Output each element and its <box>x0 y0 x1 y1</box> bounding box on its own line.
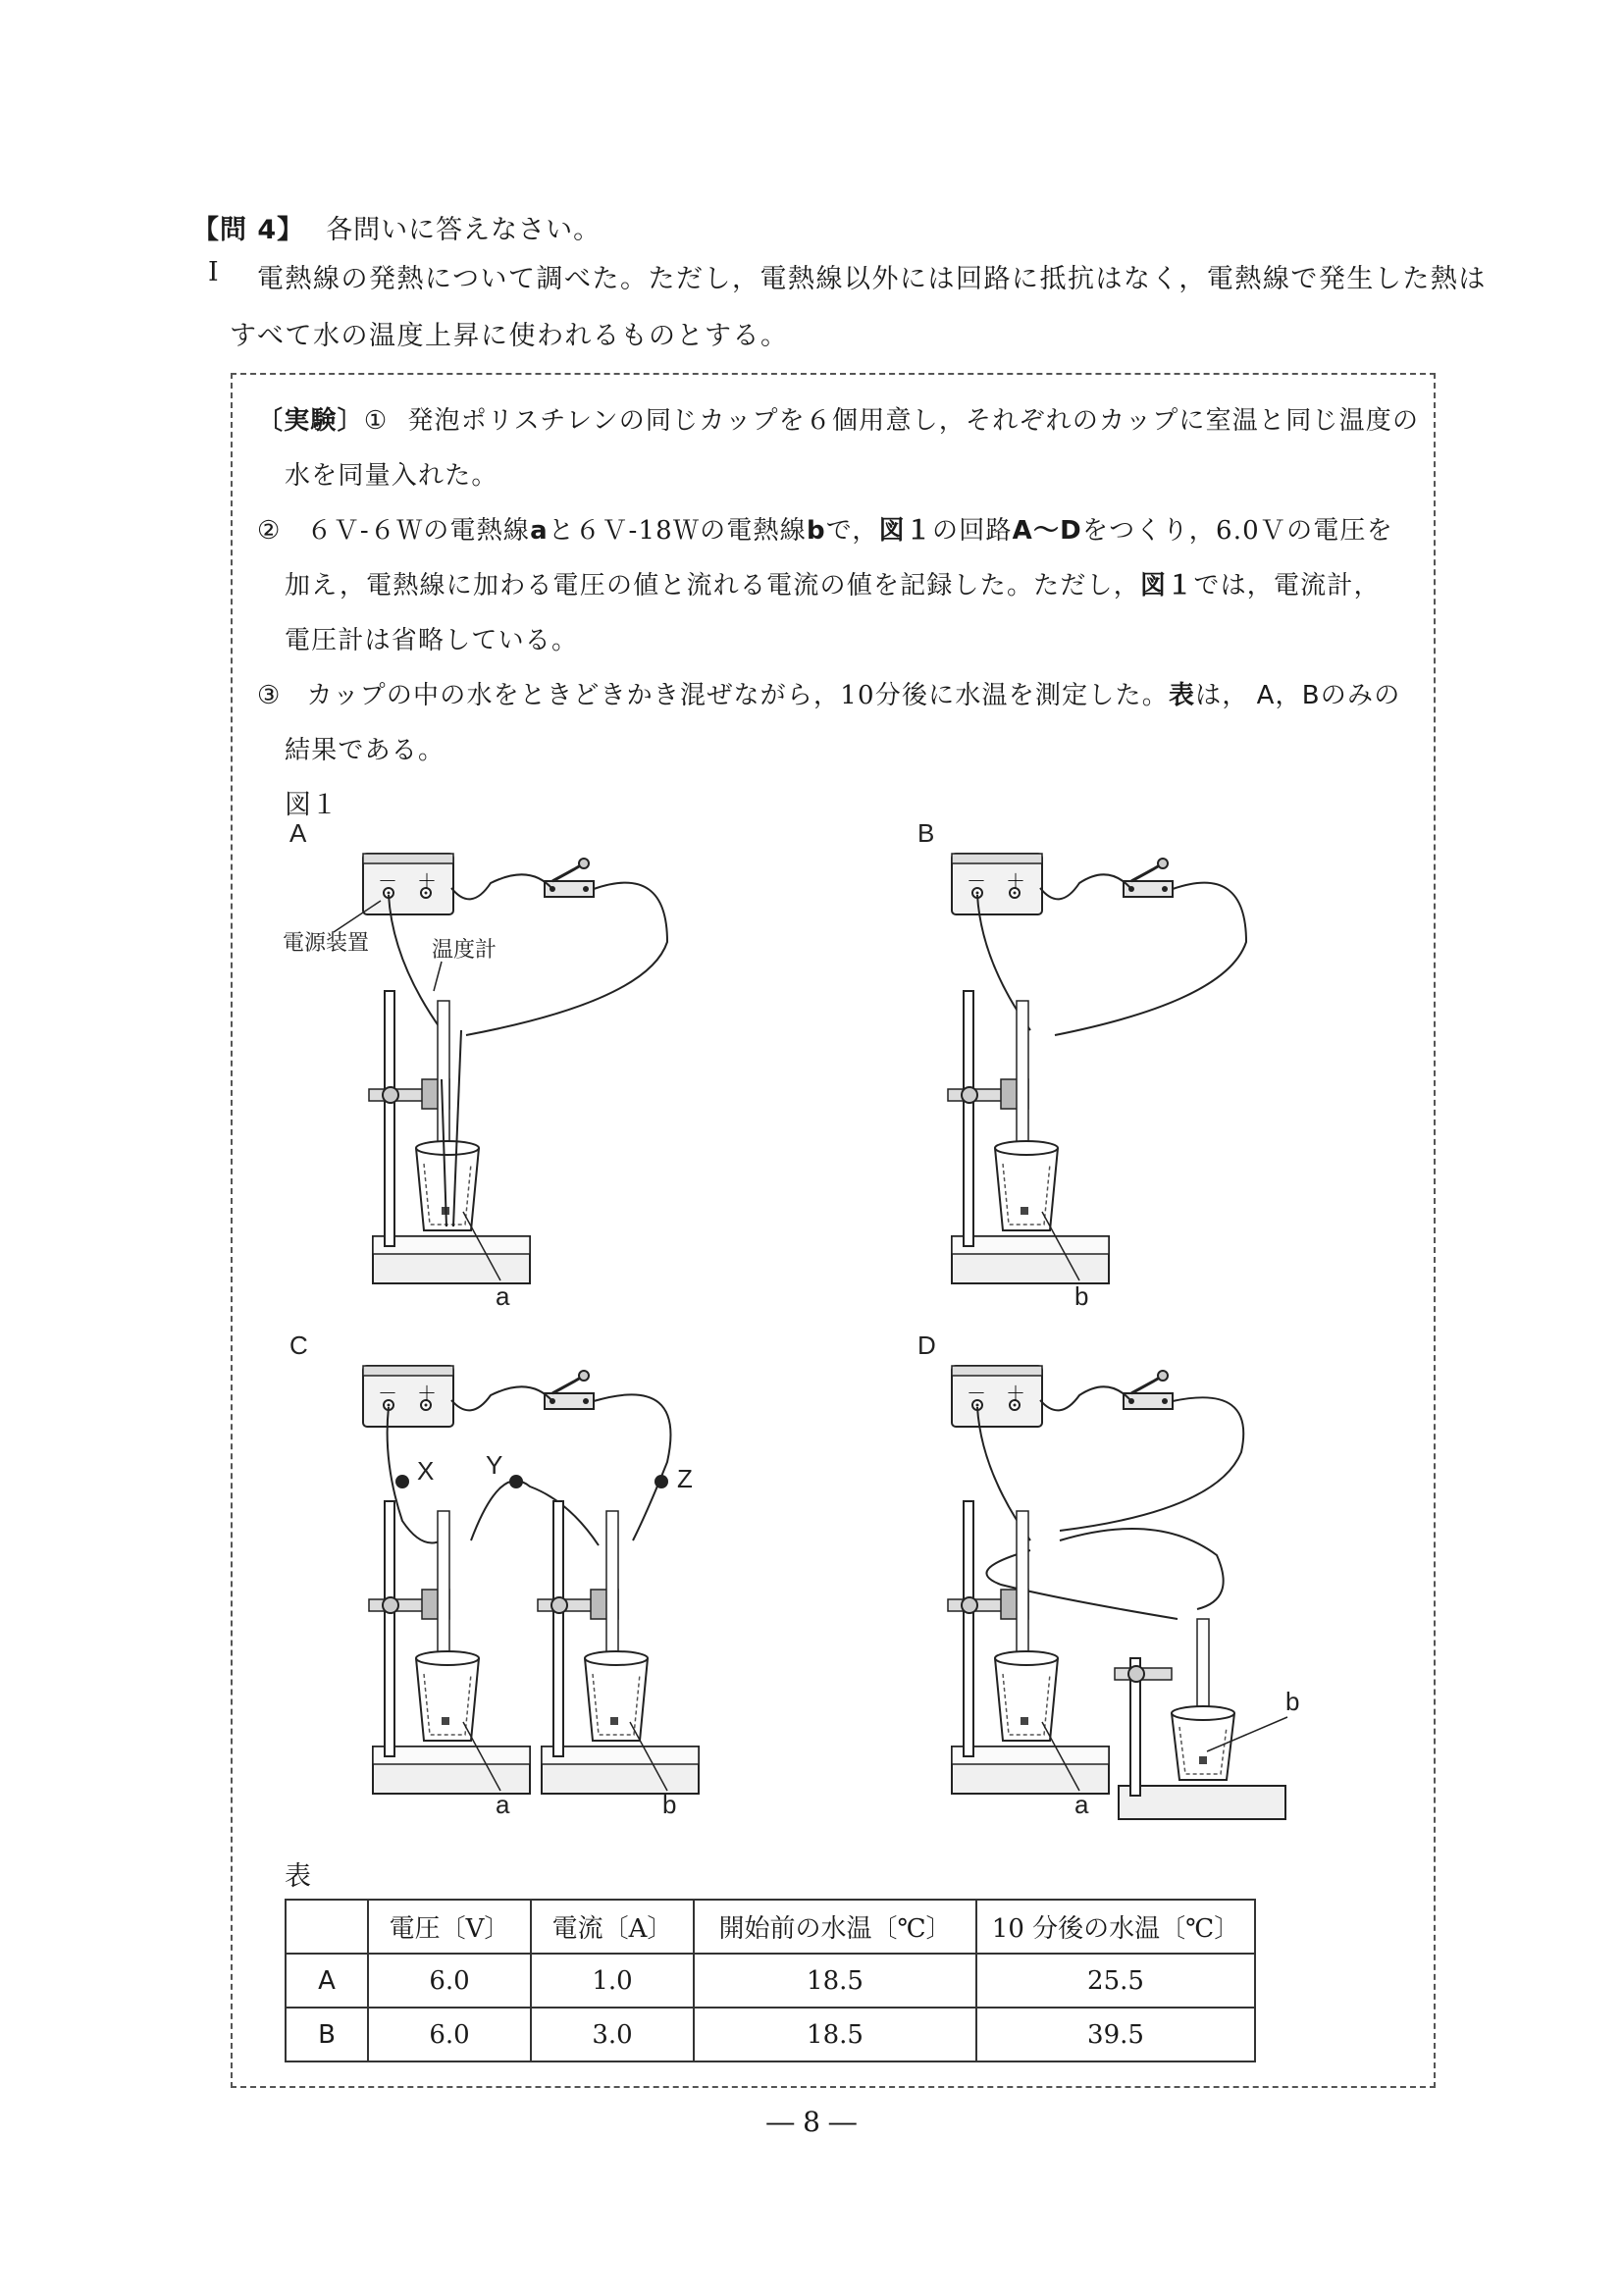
step1-number: ① <box>363 406 389 436</box>
step2-number: ② <box>257 516 282 546</box>
step2-line2 <box>285 565 1381 601</box>
figure-ref: 図１ <box>878 516 933 546</box>
table-cell-start-temp: 18.5 <box>694 2008 976 2061</box>
table-header-row <box>286 1900 1255 1954</box>
table-header-end-temp: 10 分後の水温〔℃〕 <box>976 1900 1255 1954</box>
step2-text-e: をつくり，6.0Ｖの電圧を <box>1081 516 1393 546</box>
step3-text-a: カップの中の水をときどきかき混ぜながら，10分後に水温を測定した。 <box>306 681 1169 710</box>
step2-line1 <box>257 510 1393 547</box>
psu-plus-d: ＋ <box>1006 1383 1025 1405</box>
results-table <box>285 1899 1256 2062</box>
table-cell-current: 3.0 <box>531 2008 694 2061</box>
step2-text-b: と６Ｖ-18Ｗの電熱線 <box>548 516 807 546</box>
psu-minus-d: － <box>967 1383 986 1405</box>
table-header-voltage: 電圧〔V〕 <box>368 1900 531 1954</box>
wire-label-b-fig-c: b <box>662 1790 677 1819</box>
figure-ref-2: 図１ <box>1139 571 1194 600</box>
step1-line1 <box>257 400 1419 437</box>
step2-line2-a: 加え，電熱線に加わる電圧の値と流れる電流の値を記録した。ただし， <box>285 571 1140 600</box>
section-number: Ⅰ <box>208 257 219 287</box>
table-ref: 表 <box>1168 681 1196 710</box>
question-heading <box>192 208 601 246</box>
thermometer-label: 温度計 <box>432 938 497 963</box>
table-row <box>286 1954 1255 2008</box>
table-cell-voltage: 6.0 <box>368 1954 531 2008</box>
table-cell-current: 1.0 <box>531 1954 694 2008</box>
panel-label-a: A <box>289 824 307 848</box>
wire-label-b-fig-b: b <box>1074 1281 1089 1311</box>
section-intro-line2: すべて水の温度上昇に使われるものとする。 <box>230 321 789 351</box>
table-title: 表 <box>285 1861 311 1892</box>
wire-label-a-fig-d: a <box>1074 1790 1089 1819</box>
point-z: Z <box>677 1464 693 1493</box>
table-cell-row-label: B <box>286 2008 368 2061</box>
table-cell-row-label: A <box>286 1954 368 2008</box>
wire-b-ref: b <box>806 516 826 546</box>
wire-label-b-fig-d: b <box>1285 1687 1300 1716</box>
table-cell-voltage: 6.0 <box>368 2008 531 2061</box>
figure-title: 図１ <box>285 790 338 820</box>
table-row <box>286 2008 1255 2061</box>
point-y: Y <box>486 1450 503 1480</box>
panel-label-b: B <box>917 824 935 848</box>
section-intro-line1: 電熱線の発熱について調べた。ただし，電熱線以外には回路に抵抗はなく，電熱線で発生した熱は <box>257 264 1487 294</box>
step2-text-c: で， <box>825 516 879 546</box>
wire-label-a-fig-a: a <box>496 1281 510 1311</box>
circuits-ref: A～D <box>1012 516 1082 546</box>
step1-text1: 発泡ポリスチレンの同じカップを６個用意し，それぞれのカップに室温と同じ温度の <box>407 406 1420 436</box>
step3-number: ③ <box>257 681 282 710</box>
power-supply-label: 電源装置 <box>283 931 370 956</box>
wire-a-ref: a <box>530 516 549 546</box>
question-mark: 【問 4】 <box>192 215 305 245</box>
step2-text-d: の回路 <box>932 516 1013 546</box>
step3-line2: 結果である。 <box>285 736 445 765</box>
table-cell-end-temp: 39.5 <box>976 2008 1255 2061</box>
psu-minus-a: － <box>378 871 397 893</box>
psu-plus-b: ＋ <box>1006 871 1025 893</box>
psu-minus-c: － <box>378 1383 397 1405</box>
question-prompt: 各問いに答えなさい。 <box>326 215 602 245</box>
psu-plus-c: ＋ <box>417 1383 437 1405</box>
page-number: ― 8 ― <box>766 2106 857 2138</box>
step3-text-b: は， <box>1195 681 1249 710</box>
circuit-figure <box>275 824 1354 1825</box>
point-x: X <box>417 1456 435 1486</box>
step3-text-c: のみの <box>1320 681 1401 710</box>
table-cell-end-temp: 25.5 <box>976 1954 1255 2008</box>
step3-line1 <box>257 675 1400 711</box>
step2-text-a: ６Ｖ-６Ｗの電熱線 <box>306 516 531 546</box>
experiment-label: 〔実験〕 <box>257 406 364 436</box>
psu-minus-b: － <box>967 871 986 893</box>
table-header-blank <box>286 1900 368 1954</box>
table-header-current: 電流〔A〕 <box>531 1900 694 1954</box>
table-header-start-temp: 開始前の水温〔℃〕 <box>694 1900 976 1954</box>
ab-ref: A，B <box>1256 681 1321 710</box>
step1-line2: 水を同量入れた。 <box>285 461 498 491</box>
step2-line2-b: では，電流計， <box>1193 571 1381 600</box>
wire-label-a-fig-c: a <box>496 1790 510 1819</box>
step2-line3: 電圧計は省略している。 <box>285 626 579 655</box>
psu-plus-a: ＋ <box>417 871 437 893</box>
panel-label-c: C <box>289 1331 308 1360</box>
panel-label-d: D <box>917 1331 936 1360</box>
table-cell-start-temp: 18.5 <box>694 1954 976 2008</box>
